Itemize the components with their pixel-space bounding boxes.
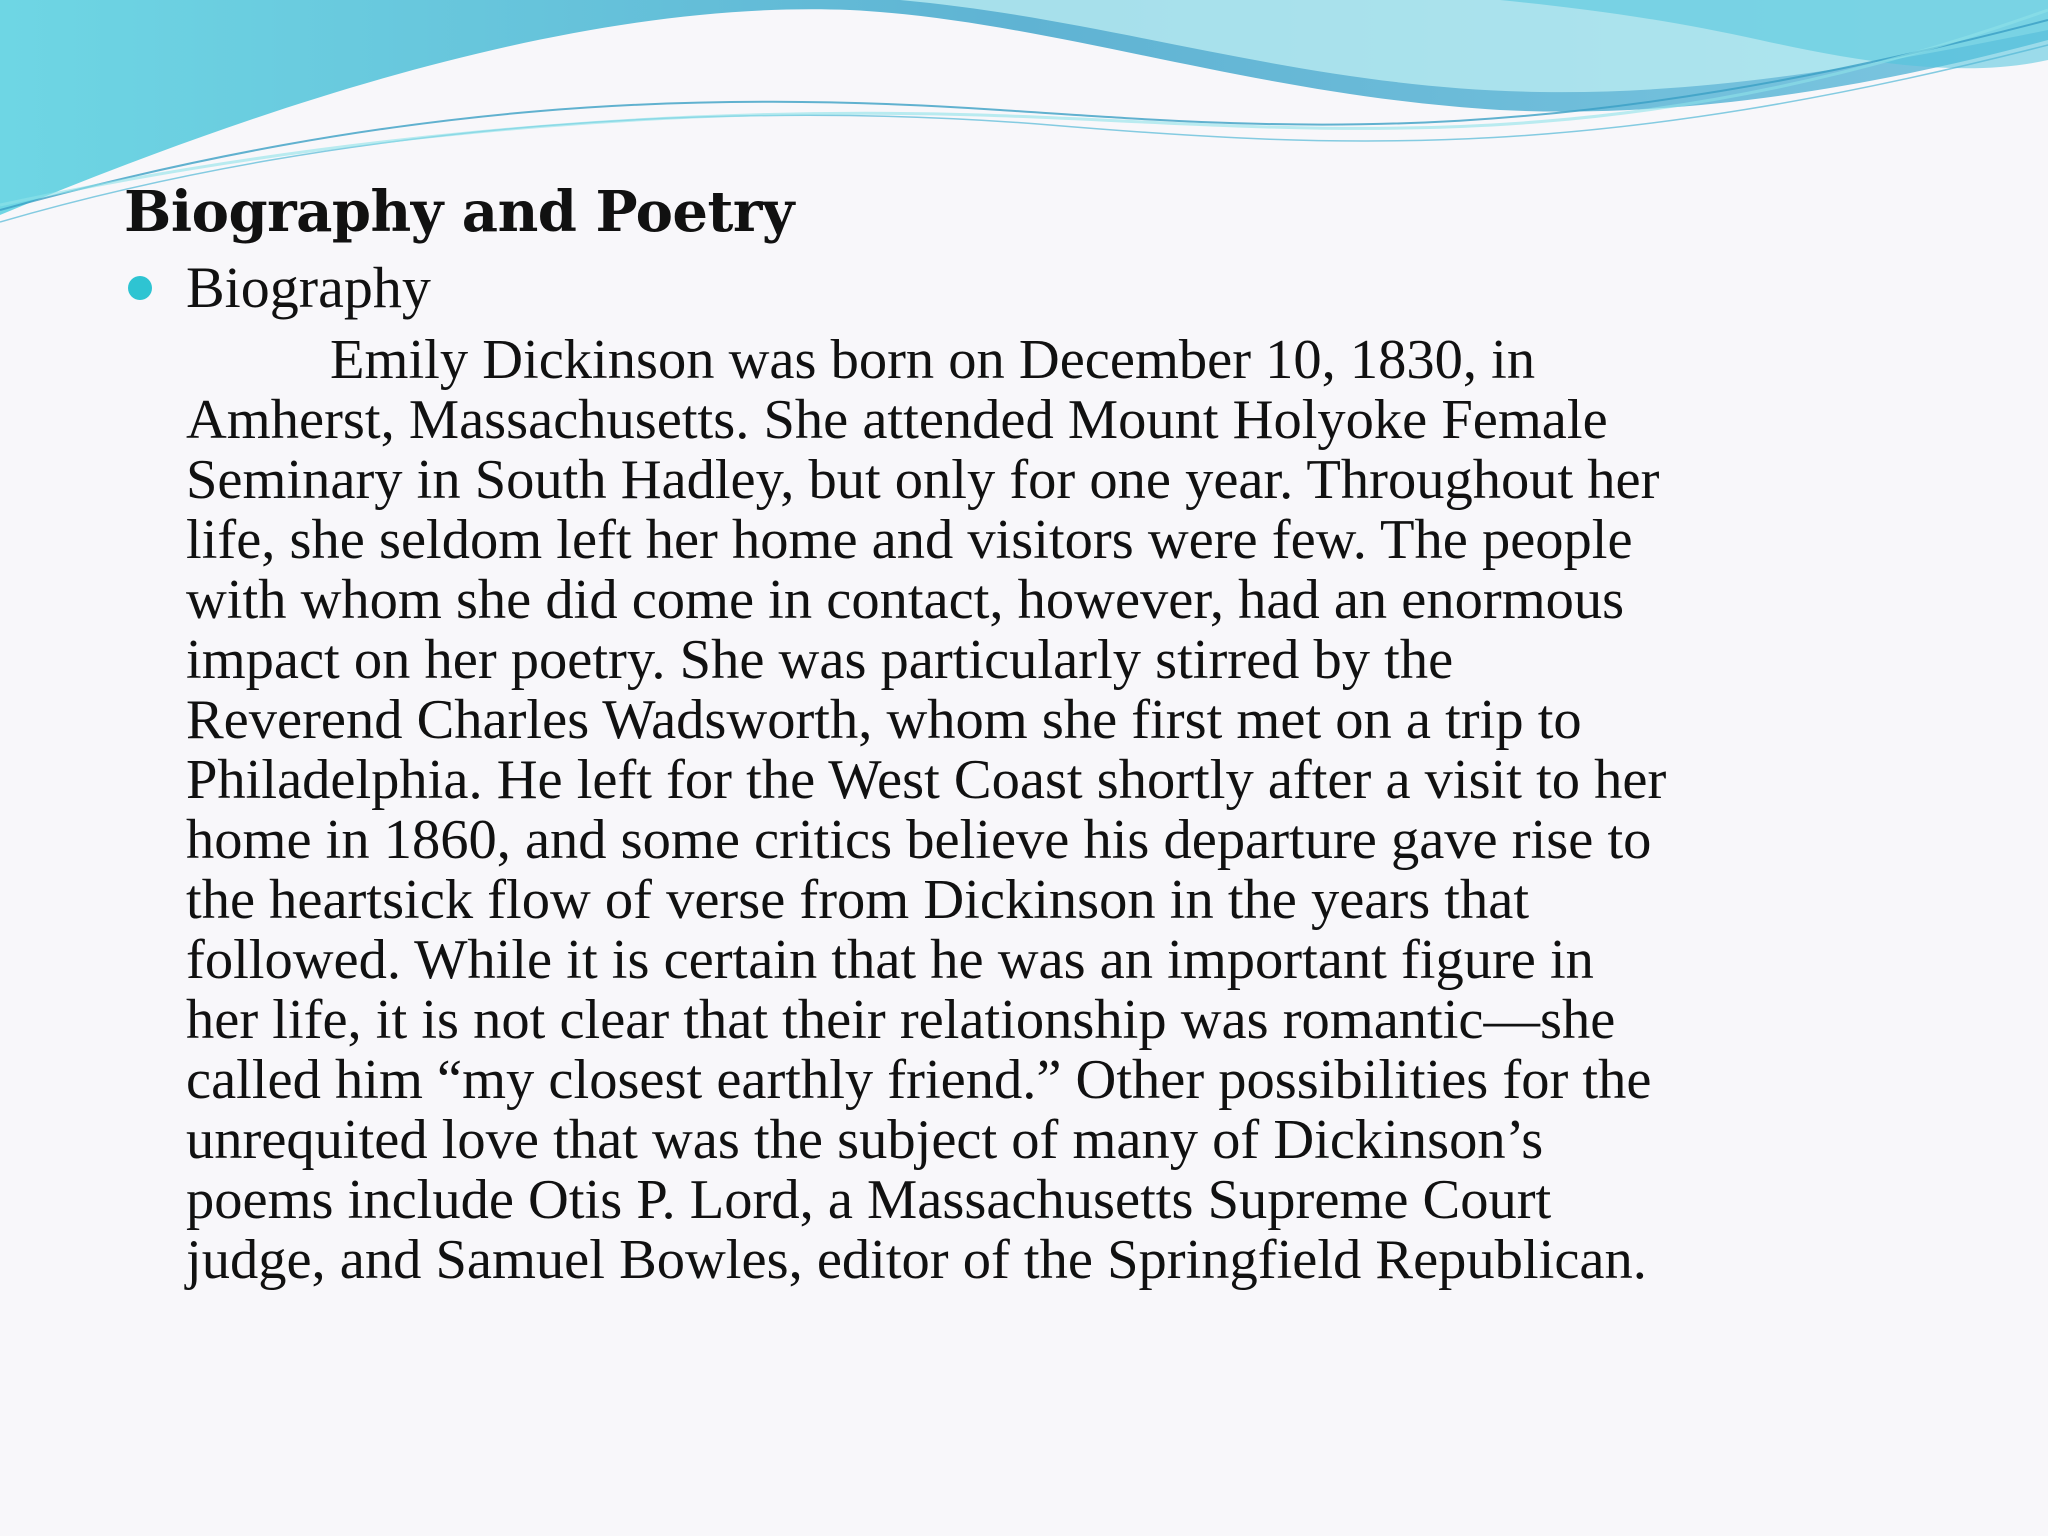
paragraph-line: the heartsick flow of verse from Dickinson in the years that: [186, 869, 1530, 931]
paragraph-line: poems include Otis P. Lord, a Massachusetts Supreme Court: [186, 1169, 1552, 1231]
paragraph-line: Emily Dickinson was born on December 10, 1830, in: [330, 329, 1536, 391]
bullet-item: [128, 250, 431, 326]
paragraph-line: Amherst, Massachusetts. She attended Mount Holyoke Female: [186, 389, 1608, 451]
paragraph-line: unrequited love that was the subject of many of Dickinson’s: [186, 1109, 1544, 1171]
slide-title: Biography and Poetry: [124, 179, 794, 245]
paragraph-line: impact on her poetry. She was particularly stirred by the: [186, 629, 1454, 691]
bullet-label: Biography: [186, 255, 431, 320]
paragraph-line: with whom she did come in contact, however, had an enormous: [186, 569, 1625, 631]
paragraph-line: Reverend Charles Wadsworth, whom she first met on a trip to: [186, 689, 1582, 751]
paragraph-line: home in 1860, and some critics believe his departure gave rise to: [186, 809, 1652, 871]
paragraph-line: life, she seldom left her home and visitors were few. The people: [186, 509, 1633, 571]
paragraph-line: judge, and Samuel Bowles, editor of the Springfield Republican.: [186, 1229, 1647, 1291]
paragraph-line: Philadelphia. He left for the West Coast shortly after a visit to her: [186, 749, 1667, 811]
paragraph-line: followed. While it is certain that he was an important figure in: [186, 929, 1594, 991]
paragraph-line: called him “my closest earthly friend.” Other possibilities for the: [186, 1049, 1652, 1111]
bullet-dot-icon: [128, 276, 152, 300]
paragraph-line: her life, it is not clear that their relationship was romantic—she: [186, 989, 1616, 1051]
biography-paragraph: [186, 330, 1966, 1290]
paragraph-line: Seminary in South Hadley, but only for one year. Throughout her: [186, 449, 1660, 511]
